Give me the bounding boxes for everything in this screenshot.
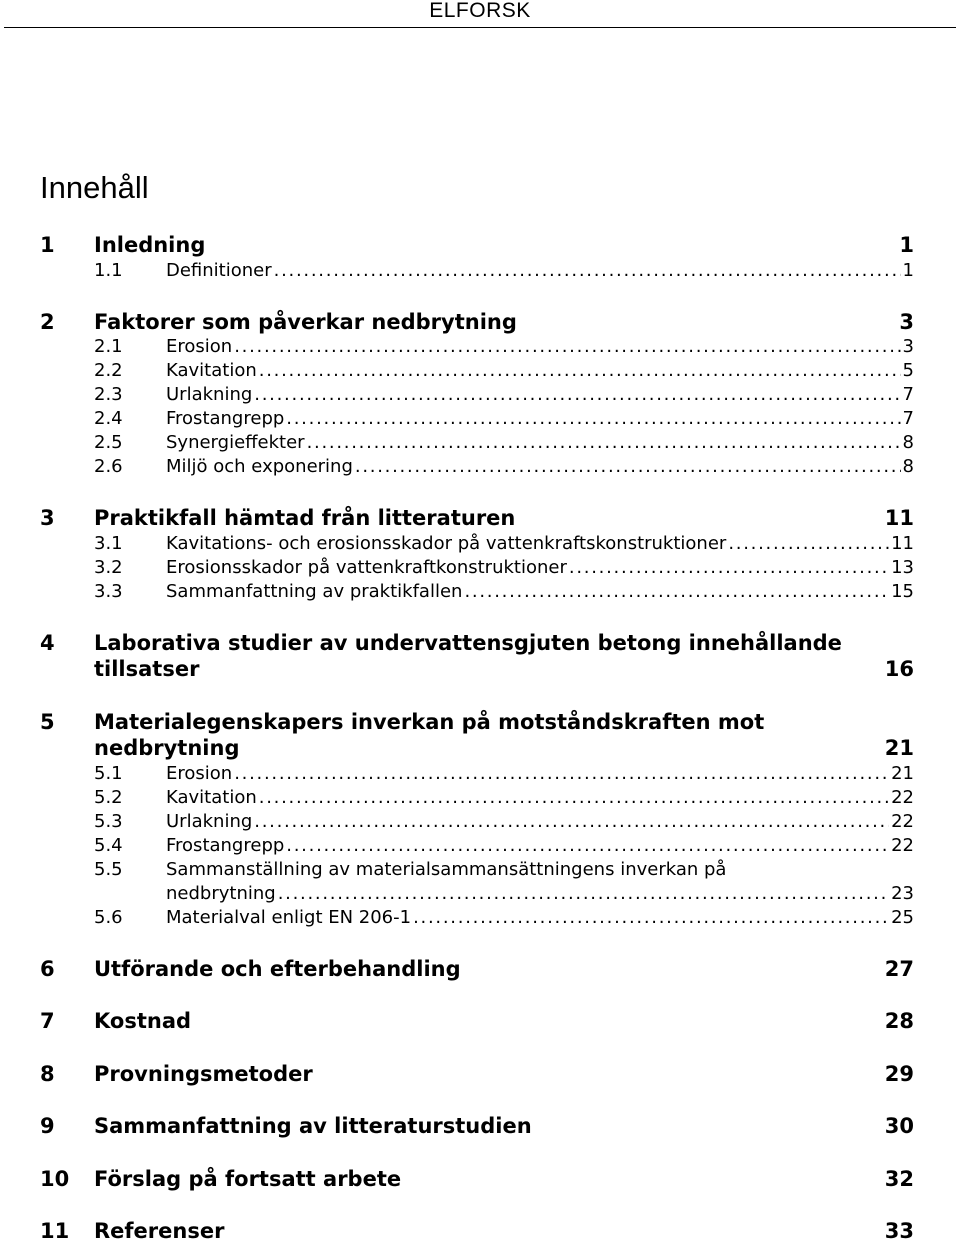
chapter-page-number: 16	[884, 657, 914, 681]
section-title: Erosionsskador på vattenkraftkonstruktioner	[166, 556, 567, 578]
toc-section-link[interactable]	[40, 580, 914, 604]
section-title: Erosion	[166, 762, 233, 784]
toc-chapter	[40, 1008, 914, 1035]
chapter-number: 7	[40, 1009, 55, 1033]
chapter-title: Praktikfall hämtad från litteraturen	[94, 506, 516, 530]
section-page-number: 15	[891, 580, 914, 602]
section-page-number: 7	[902, 408, 914, 429]
section-number: 2.5	[94, 432, 123, 453]
dot-leader	[259, 786, 889, 810]
section-title: Kavitation	[166, 360, 257, 381]
toc-chapter-link[interactable]	[40, 505, 914, 532]
section-number: 3.2	[94, 556, 123, 578]
toc-chapter-link[interactable]	[40, 1113, 914, 1140]
chapter-page-number: 28	[884, 1009, 914, 1033]
chapter-number: 2	[40, 309, 55, 334]
chapter-title: Inledning	[94, 233, 206, 257]
section-leader-line	[166, 810, 914, 834]
section-leader-line	[166, 455, 914, 479]
section-number: 3.3	[94, 580, 123, 602]
dot-leader	[307, 431, 901, 455]
section-page-number: 7	[902, 384, 914, 405]
toc-chapter	[40, 956, 914, 983]
section-leader-line	[166, 906, 914, 930]
chapter-page-number: 32	[884, 1166, 914, 1191]
toc-section-link[interactable]	[40, 359, 914, 383]
chapter-number: 8	[40, 1061, 55, 1086]
section-leader-line	[166, 556, 914, 580]
section-number: 2.2	[94, 360, 123, 381]
toc-chapter	[40, 232, 914, 283]
chapter-number: 11	[40, 1219, 70, 1243]
chapter-page-number: 29	[884, 1061, 914, 1086]
section-page-number: 25	[891, 906, 914, 928]
section-leader-line	[166, 762, 914, 786]
chapter-title: Utförande och efterbehandling	[94, 956, 461, 981]
dot-leader	[254, 810, 889, 834]
chapter-page-number: 21	[884, 736, 914, 760]
toc-chapter-link[interactable]	[40, 709, 914, 762]
toc-section-link[interactable]	[40, 786, 914, 810]
chapter-title: Faktorer som påverkar nedbrytning	[94, 309, 517, 334]
toc-chapter	[40, 709, 914, 930]
toc-section-link[interactable]	[40, 259, 914, 283]
section-number: 5.4	[94, 834, 123, 856]
chapter-title: Provningsmetoder	[94, 1061, 313, 1086]
section-leader-line	[166, 786, 914, 810]
section-leader-line	[166, 383, 914, 407]
page-header	[0, 0, 960, 30]
section-number: 1.1	[94, 259, 123, 281]
toc-chapter-link[interactable]	[40, 309, 914, 336]
dot-leader	[464, 580, 889, 604]
chapter-number: 3	[40, 506, 55, 530]
chapter-number: 9	[40, 1114, 55, 1138]
dot-leader	[413, 906, 889, 930]
dot-leader	[278, 882, 889, 906]
section-leader-line	[166, 580, 914, 604]
page-title: Innehåll	[40, 170, 149, 205]
section-leader-line	[166, 834, 914, 858]
section-leader-line	[166, 259, 914, 283]
chapter-title: Referenser	[94, 1219, 225, 1243]
chapter-page-number: 33	[884, 1219, 914, 1243]
toc-section-link[interactable]	[40, 834, 914, 858]
section-title: Miljö och exponering	[166, 456, 353, 477]
section-page-number: 11	[891, 532, 914, 554]
section-title: Frostangrepp	[166, 834, 285, 856]
chapter-number: 6	[40, 956, 55, 981]
section-page-number: 22	[891, 810, 914, 832]
toc-chapter-link[interactable]	[40, 232, 914, 259]
section-number: 5.2	[94, 786, 123, 808]
section-title: Erosion	[166, 336, 233, 357]
section-page-number: 23	[891, 882, 914, 904]
table-of-contents	[40, 232, 914, 1245]
section-leader-line	[166, 335, 914, 359]
header-title: ELFORSK	[429, 0, 531, 22]
section-number: 5.5	[94, 858, 123, 880]
chapter-page-number: 27	[884, 956, 914, 981]
toc-chapter	[40, 630, 914, 683]
chapter-number: 10	[40, 1166, 70, 1191]
toc-chapter	[40, 309, 914, 480]
toc-chapter-link[interactable]	[40, 630, 914, 683]
section-title: Definitioner	[166, 259, 272, 281]
toc-section-link[interactable]	[40, 383, 914, 407]
chapter-page-number: 3	[899, 309, 914, 334]
dot-leader	[234, 762, 889, 786]
dot-leader	[355, 455, 901, 479]
section-page-number: 22	[891, 834, 914, 856]
toc-section-link[interactable]	[40, 858, 914, 906]
section-leader-line	[166, 359, 914, 383]
toc-chapter-link[interactable]	[40, 956, 914, 983]
dot-leader	[234, 335, 900, 359]
dot-leader	[259, 359, 901, 383]
toc-section-link[interactable]	[40, 532, 914, 556]
toc-section-link[interactable]	[40, 556, 914, 580]
toc-section-link[interactable]	[40, 407, 914, 431]
section-leader-line	[166, 532, 914, 556]
toc-chapter	[40, 1166, 914, 1193]
header-divider	[4, 27, 956, 28]
section-title: Sammanfattning av praktikfallen	[166, 580, 463, 602]
section-title-continued: nedbrytning	[166, 882, 276, 904]
section-title: Materialval enligt EN 206-1	[166, 906, 412, 928]
dot-leader	[286, 834, 889, 858]
section-leader-line	[166, 431, 914, 455]
dot-leader	[569, 556, 889, 580]
chapter-page-number: 30	[884, 1114, 914, 1138]
toc-chapter-link[interactable]	[40, 1166, 914, 1193]
dot-leader	[254, 383, 900, 407]
toc-section-link[interactable]	[40, 431, 914, 455]
section-page-number: 8	[902, 432, 914, 453]
section-title: Kavitations- och erosionsskador på vattenkraftskonstruktioner	[166, 532, 727, 554]
section-page-number: 5	[902, 360, 914, 381]
section-title: Kavitation	[166, 786, 257, 808]
section-title: Frostangrepp	[166, 408, 285, 429]
chapter-title: Laborativa studier av undervattensgjuten betong innehållande tillsatser	[94, 630, 842, 681]
toc-section-link[interactable]	[40, 762, 914, 786]
section-page-number: 3	[902, 336, 914, 357]
toc-section-link[interactable]	[40, 335, 914, 359]
toc-chapter	[40, 505, 914, 604]
section-leader-line	[166, 882, 914, 906]
toc-chapter-link[interactable]	[40, 1061, 914, 1088]
toc-section-link[interactable]	[40, 906, 914, 930]
toc-chapter	[40, 1113, 914, 1140]
toc-section-link[interactable]	[40, 810, 914, 834]
section-page-number: 1	[902, 259, 914, 281]
dot-leader	[286, 407, 900, 431]
section-title: Urlakning	[166, 810, 253, 832]
chapter-title: Sammanfattning av litteraturstudien	[94, 1114, 532, 1138]
chapter-number: 1	[40, 233, 55, 257]
section-number: 5.3	[94, 810, 123, 832]
section-number: 2.1	[94, 336, 123, 357]
chapter-page-number: 1	[899, 233, 914, 257]
chapter-title: Materialegenskapers inverkan på motståndskraften mot nedbrytning	[94, 709, 765, 760]
chapter-title: Förslag på fortsatt arbete	[94, 1166, 402, 1191]
section-title: Synergieffekter	[166, 432, 305, 453]
section-number: 2.3	[94, 384, 123, 405]
chapter-number: 5	[40, 709, 55, 734]
dot-leader	[274, 259, 901, 283]
toc-chapter	[40, 1061, 914, 1088]
chapter-title: Kostnad	[94, 1009, 192, 1033]
section-page-number: 21	[891, 762, 914, 784]
chapter-page-number: 11	[884, 506, 914, 530]
section-title: Urlakning	[166, 384, 253, 405]
section-number: 5.1	[94, 762, 123, 784]
section-page-number: 22	[891, 786, 914, 808]
section-number: 5.6	[94, 906, 123, 928]
section-number: 2.6	[94, 456, 123, 477]
section-number: 2.4	[94, 408, 123, 429]
dot-leader	[728, 532, 889, 556]
section-number: 3.1	[94, 532, 123, 554]
toc-chapter-link[interactable]	[40, 1218, 914, 1245]
chapter-number: 4	[40, 630, 55, 655]
section-leader-line	[166, 407, 914, 431]
toc-chapter-link[interactable]	[40, 1008, 914, 1035]
section-title: Sammanställning av materialsammansättningens inverkan på	[166, 858, 727, 880]
toc-section-link[interactable]	[40, 455, 914, 479]
toc-chapter	[40, 1218, 914, 1245]
section-page-number: 8	[902, 456, 914, 477]
section-page-number: 13	[891, 556, 914, 578]
